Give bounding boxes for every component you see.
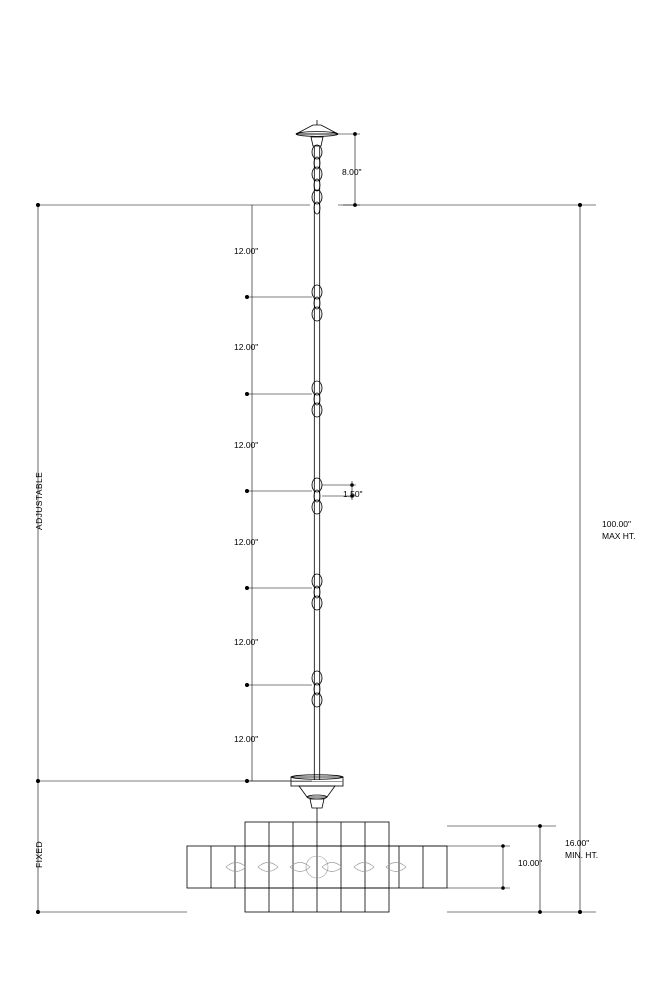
dim-min-height-value: 16.00" [565,838,590,848]
dim-chain-segment-2: 12.00" [234,342,259,352]
canopy [296,120,338,146]
chain-assembly [312,145,322,780]
label-adjustable: ADJUSTABLE [34,471,44,530]
dim-canopy-to-first-link: 8.00" [342,167,362,177]
dim-chain-segment-3: 12.00" [234,440,259,450]
dim-chain-segment-1: 12.00" [234,246,259,256]
dimension-lines [36,132,599,913]
dim-link-detail: 1.50" [343,489,363,499]
chain-links [312,145,322,707]
dim-fixture-height: 10.00" [518,858,543,868]
lamp-details [226,856,406,878]
dim-max-height-note: MAX HT. [602,531,636,541]
dim-max-height-value: 100.00" [602,519,632,529]
dim-chain-segment-6: 12.00" [234,734,259,744]
label-fixed: FIXED [34,840,44,868]
dim-chain-segment-5: 12.00" [234,637,259,647]
dim-chain-segment-4: 12.00" [234,537,259,547]
fixture-top-plate [291,775,343,822]
dim-min-height-note: MIN. HT. [565,850,599,860]
